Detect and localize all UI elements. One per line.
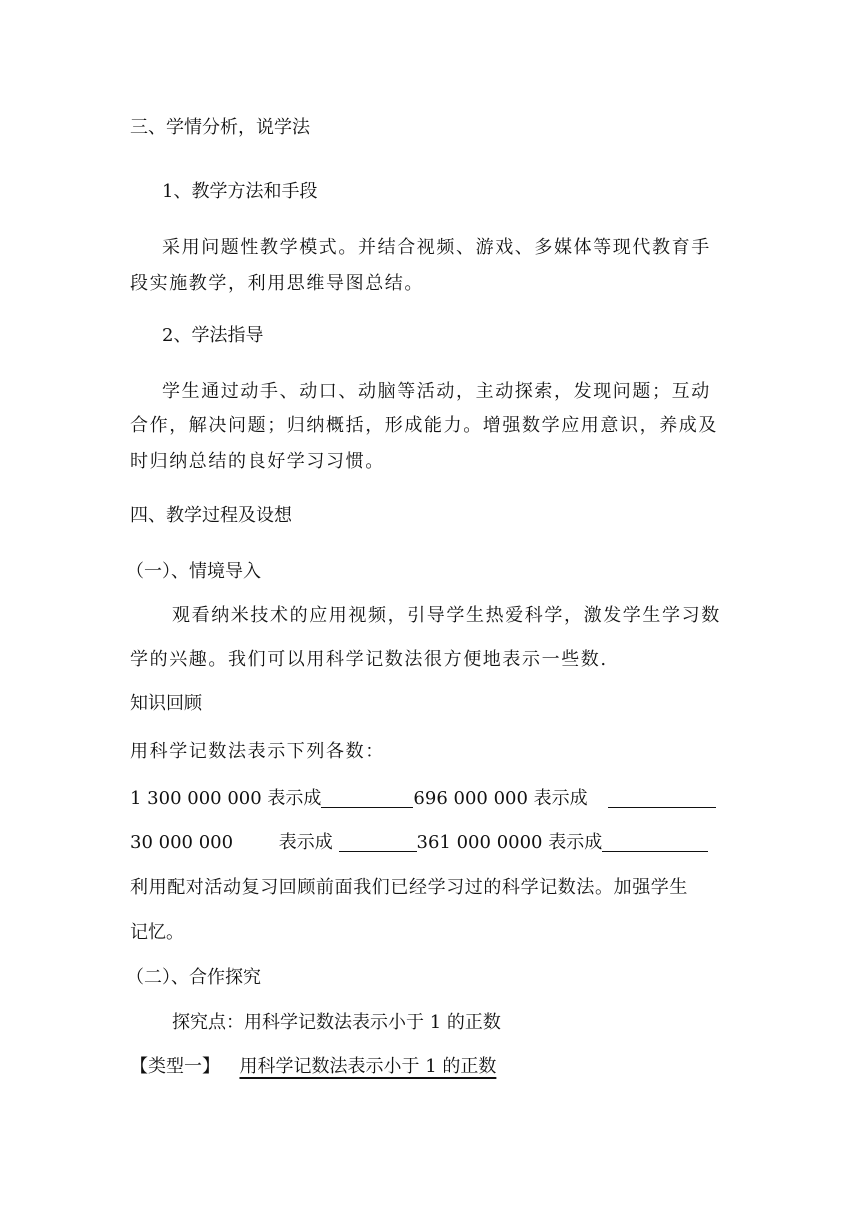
represent-label: 表示成 <box>533 788 588 809</box>
type-1-row <box>130 1055 496 1079</box>
represent-label: 表示成 <box>548 832 603 853</box>
paragraph-line: 观看纳米技术的应用视频，引导学生热爱科学，激发学生学习数 <box>172 605 721 626</box>
number-1: 1 300 000 000 <box>130 788 262 809</box>
paragraph-line: 段实施教学，利用思维导图总结。 <box>130 273 424 294</box>
type-1-label: 【类型一】 <box>130 1056 220 1077</box>
type-1-title: 用科学记数法表示小于 1 的正数 <box>239 1056 497 1077</box>
part-2-heading: （二）、合作探究 <box>126 967 261 988</box>
paragraph-line: 学生通过动手、动口、动脑等活动，主动探索，发现问题；互动 <box>162 381 711 402</box>
paragraph-line: 记忆。 <box>130 922 184 943</box>
answer-blank[interactable] <box>339 833 417 852</box>
paragraph-line: 采用问题性教学模式。并结合视频、游戏、多媒体等现代教育手 <box>162 237 711 258</box>
number-3: 30 000 000 <box>130 832 234 853</box>
part-1-heading: （一）、情境导入 <box>126 561 261 582</box>
paragraph-line: 时归纳总结的良好学习习惯。 <box>130 451 385 472</box>
exercise-row <box>130 831 708 855</box>
subsection-3-1-heading: 1、教学方法和手段 <box>162 181 318 202</box>
section-3-heading: 三、学情分析，说学法 <box>130 117 310 138</box>
exercise-row <box>130 787 716 811</box>
answer-blank[interactable] <box>602 833 708 852</box>
paragraph-line: 学的兴趣。我们可以用科学记数法很方便地表示一些数. <box>130 649 608 670</box>
explore-point: 探究点：用科学记数法表示小于 1 的正数 <box>172 1012 501 1033</box>
paragraph-line: 利用配对活动复习回顾前面我们已经学习过的科学记数法。加强学生 <box>130 877 688 898</box>
number-4: 361 000 0000 <box>416 832 543 853</box>
represent-label: 表示成 <box>278 832 333 853</box>
paragraph-line: 合作，解决问题；归纳概括，形成能力。增强数学应用意识，养成及 <box>130 415 718 436</box>
section-4-heading: 四、教学过程及设想 <box>130 505 292 526</box>
number-2: 696 000 000 <box>413 788 528 809</box>
review-heading: 知识回顾 <box>130 693 202 714</box>
represent-label: 表示成 <box>267 788 322 809</box>
subsection-3-2-heading: 2、学法指导 <box>162 325 264 346</box>
answer-blank[interactable] <box>321 789 413 808</box>
review-prompt: 用科学记数法表示下列各数： <box>130 741 385 762</box>
answer-blank[interactable] <box>608 789 716 808</box>
